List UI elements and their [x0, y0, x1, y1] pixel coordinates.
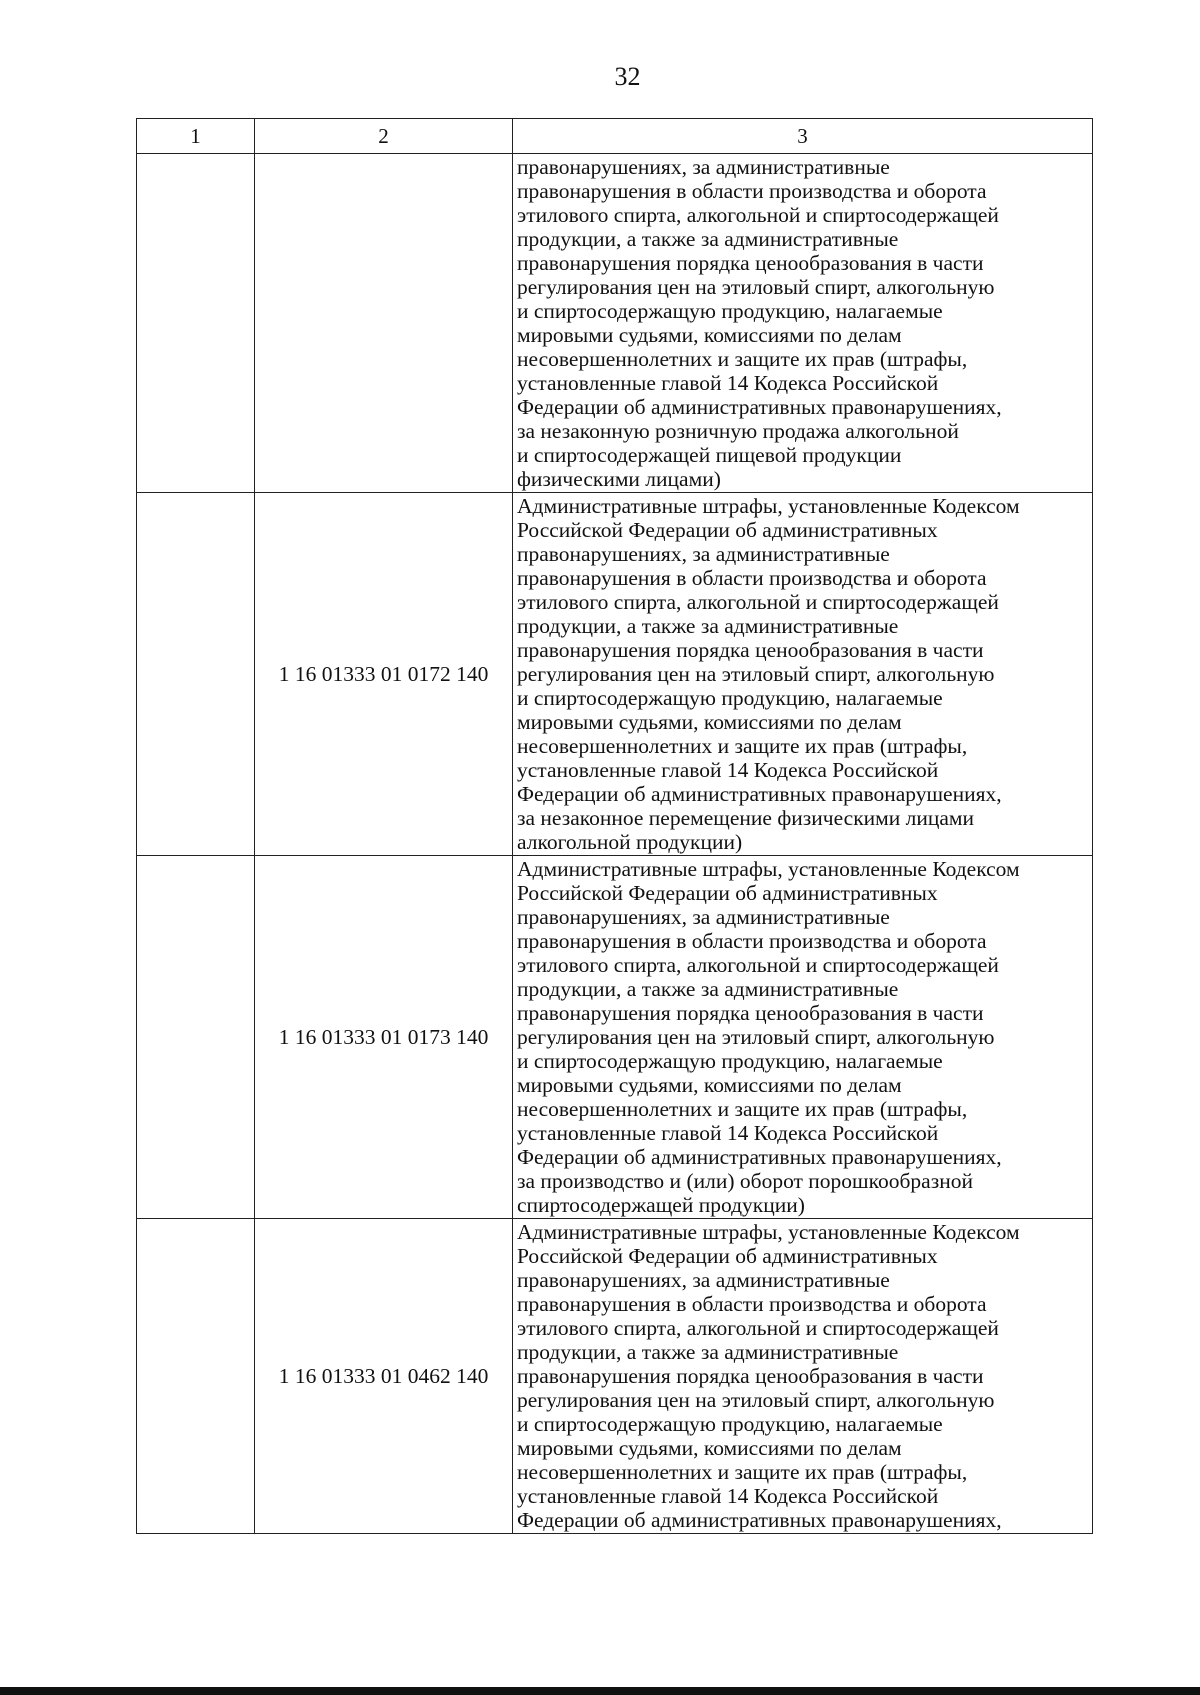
description-line: правонарушения порядка ценообразования в части — [517, 251, 984, 275]
description-line: несовершеннолетних и защите их прав (штрафы, — [517, 1460, 968, 1484]
description-line: мировыми судьями, комиссиями по делам — [517, 1436, 902, 1460]
description-line: продукции, а также за административные — [517, 977, 899, 1001]
description-line: Федерации об административных правонарушениях, — [517, 1508, 1002, 1532]
description-line: этилового спирта, алкогольной и спиртосодержащей — [517, 203, 999, 227]
header-col-2: 2 — [255, 119, 513, 154]
description-line: регулирования цен на этиловый спирт, алкогольную — [517, 1025, 995, 1049]
description-line: Российской Федерации об административных — [517, 1244, 938, 1268]
table-header-row — [137, 119, 1093, 154]
description-line: Федерации об административных правонарушениях, — [517, 782, 1002, 806]
description-cell — [513, 154, 1093, 493]
description-line: мировыми судьями, комиссиями по делам — [517, 710, 902, 734]
description-line: правонарушения в области производства и оборота — [517, 179, 987, 203]
description-line: алкогольной продукции) — [517, 830, 743, 854]
description-line: продукции, а также за административные — [517, 614, 899, 638]
description-line: правонарушениях, за административные — [517, 1268, 890, 1292]
description-line: правонарушения в области производства и оборота — [517, 566, 987, 590]
description-line: продукции, а также за административные — [517, 1340, 899, 1364]
row-number-cell — [137, 154, 255, 493]
description-line: за производство и (или) оборот порошкообразной — [517, 1169, 973, 1193]
description-line: и спиртосодержащую продукцию, налагаемые — [517, 686, 943, 710]
budget-code-cell: 1 16 01333 01 0172 140 — [255, 493, 513, 856]
description-cell — [513, 1219, 1093, 1534]
description-line: мировыми судьями, комиссиями по делам — [517, 323, 902, 347]
description-line: установленные главой 14 Кодекса Российской — [517, 371, 939, 395]
description-line: Российской Федерации об административных — [517, 881, 938, 905]
table-row — [137, 493, 1093, 856]
description-line: правонарушения порядка ценообразования в части — [517, 1001, 984, 1025]
header-col-3: 3 — [513, 119, 1093, 154]
description-line: регулирования цен на этиловый спирт, алкогольную — [517, 1388, 995, 1412]
description-line: регулирования цен на этиловый спирт, алкогольную — [517, 275, 995, 299]
description-line: установленные главой 14 Кодекса Российской — [517, 1121, 939, 1145]
description-cell — [513, 856, 1093, 1219]
description-line: Административные штрафы, установленные Кодексом — [517, 857, 1020, 881]
description-line: и спиртосодержащую продукцию, налагаемые — [517, 299, 943, 323]
description-line: правонарушения в области производства и оборота — [517, 1292, 987, 1316]
description-line: правонарушениях, за административные — [517, 905, 890, 929]
description-line: установленные главой 14 Кодекса Российской — [517, 758, 939, 782]
description-line: физическими лицами) — [517, 467, 721, 491]
description-line: регулирования цен на этиловый спирт, алкогольную — [517, 662, 995, 686]
table-row — [137, 154, 1093, 493]
description-line: правонарушения в области производства и оборота — [517, 929, 987, 953]
row-number-cell — [137, 1219, 255, 1534]
row-number-cell — [137, 493, 255, 856]
description-line: этилового спирта, алкогольной и спиртосодержащей — [517, 1316, 999, 1340]
description-line: Административные штрафы, установленные Кодексом — [517, 494, 1020, 518]
description-line: спиртосодержащей продукции) — [517, 1193, 805, 1217]
description-line: за незаконное перемещение физическими лицами — [517, 806, 975, 830]
description-line: установленные главой 14 Кодекса Российской — [517, 1484, 939, 1508]
description-line: правонарушения порядка ценообразования в части — [517, 1364, 984, 1388]
description-line: Федерации об административных правонарушениях, — [517, 395, 1002, 419]
description-line: за незаконную розничную продажа алкогольной — [517, 419, 959, 443]
header-col-1: 1 — [137, 119, 255, 154]
page-number: 32 — [614, 62, 641, 91]
description-line: правонарушениях, за административные — [517, 155, 890, 179]
description-line: этилового спирта, алкогольной и спиртосодержащей — [517, 590, 999, 614]
description-line: и спиртосодержащей пищевой продукции — [517, 443, 902, 467]
description-line: и спиртосодержащую продукцию, налагаемые — [517, 1049, 943, 1073]
table-row — [137, 1219, 1093, 1534]
budget-code-cell: 1 16 01333 01 0462 140 — [255, 1219, 513, 1534]
description-line: продукции, а также за административные — [517, 227, 899, 251]
description-line: Российской Федерации об административных — [517, 518, 938, 542]
description-line: Административные штрафы, установленные Кодексом — [517, 1220, 1020, 1244]
description-line: правонарушения порядка ценообразования в части — [517, 638, 984, 662]
budget-classification-table — [136, 118, 1093, 1534]
description-line: несовершеннолетних и защите их прав (штрафы, — [517, 347, 968, 371]
description-line: этилового спирта, алкогольной и спиртосодержащей — [517, 953, 999, 977]
description-line: Федерации об административных правонарушениях, — [517, 1145, 1002, 1169]
description-line: правонарушениях, за административные — [517, 542, 890, 566]
description-line: мировыми судьями, комиссиями по делам — [517, 1073, 902, 1097]
table-row — [137, 856, 1093, 1219]
description-line: и спиртосодержащую продукцию, налагаемые — [517, 1412, 943, 1436]
description-line: несовершеннолетних и защите их прав (штрафы, — [517, 1097, 968, 1121]
row-number-cell — [137, 856, 255, 1219]
scan-edge — [0, 1687, 1200, 1695]
budget-code-cell — [255, 154, 513, 493]
budget-code-cell: 1 16 01333 01 0173 140 — [255, 856, 513, 1219]
description-line: несовершеннолетних и защите их прав (штрафы, — [517, 734, 968, 758]
description-cell — [513, 493, 1093, 856]
